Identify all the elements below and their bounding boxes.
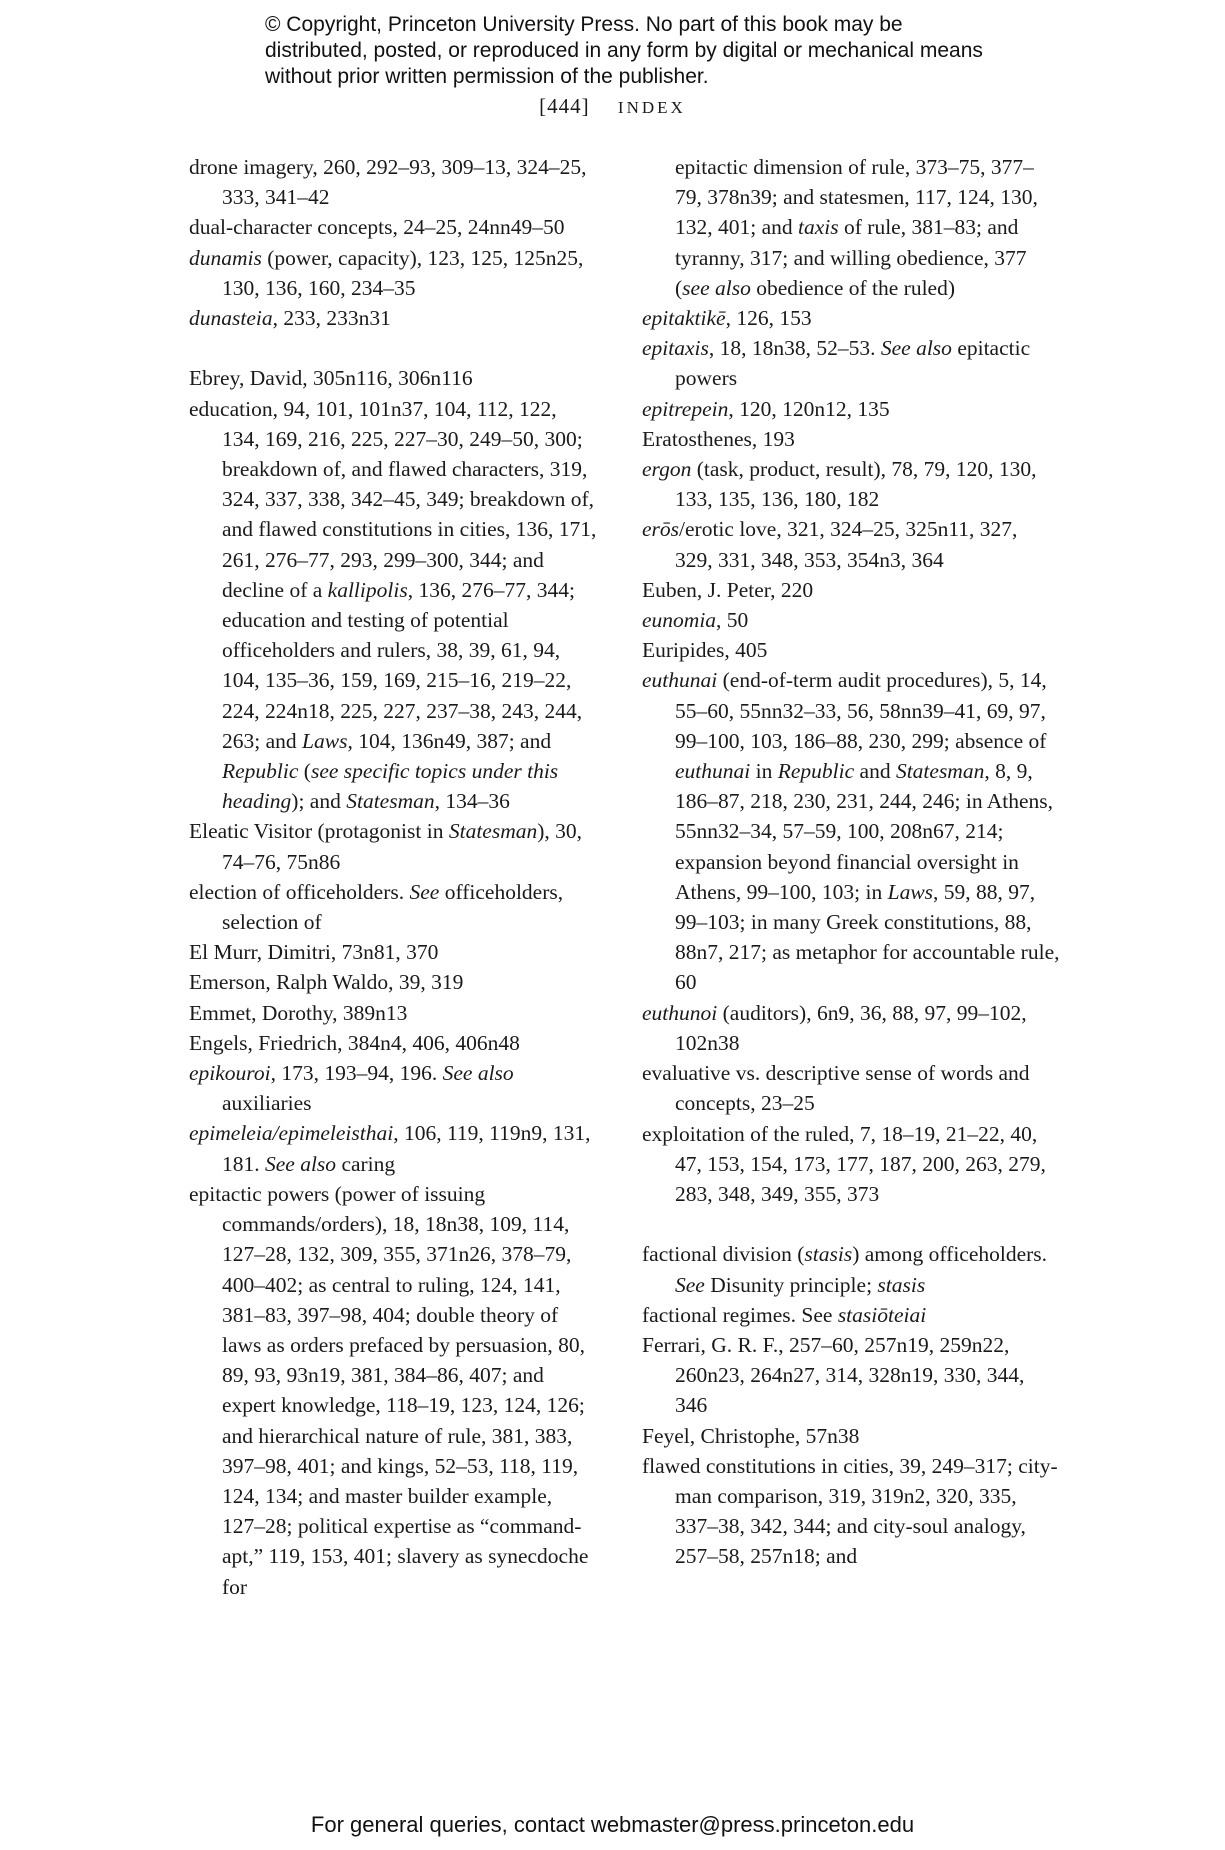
entry-text: Euben, J. Peter, 220 <box>642 577 814 602</box>
index-entry <box>642 665 1060 997</box>
entry-text: Ebrey, David, 305n116, 306n116 <box>189 366 473 391</box>
entry-text: (end-of-term audit procedures), 5, 14, 55–60, 55nn32–33, 56, 58nn39–41, 69, 97, 99–100, 103, 186–88, 230, 299; absence of <box>675 668 1047 753</box>
entry-text: Engels, Friedrich, 384n4, 406, 406n48 <box>189 1030 520 1055</box>
italic-term: Republic <box>777 759 855 784</box>
italic-term: See also <box>880 336 952 361</box>
entry-text: Emmet, Dorothy, 389n13 <box>189 1000 408 1025</box>
running-head <box>0 94 1225 119</box>
entry-text: caring <box>336 1151 396 1176</box>
index-entry <box>642 1421 1060 1451</box>
italic-term: euthunai <box>675 759 751 784</box>
italic-term: euthunai <box>642 668 718 693</box>
italic-term: epimeleia/epimeleisthai <box>189 1121 394 1146</box>
index-entry <box>642 998 1060 1058</box>
entry-text: drone imagery, 260, 292–93, 309–13, 324–25, 333, 341–42 <box>189 155 587 210</box>
index-entry <box>189 212 599 242</box>
italic-term: epitrepein <box>642 396 729 421</box>
index-entry <box>642 1119 1060 1210</box>
entry-text: factional regimes. See <box>642 1302 838 1327</box>
entry-text: , 173, 193–94, 196. <box>270 1061 443 1086</box>
index-entry <box>189 243 599 303</box>
index-entry <box>642 303 1060 333</box>
entry-text: auxiliaries <box>222 1091 312 1116</box>
index-entry <box>642 575 1060 605</box>
entry-text: in <box>750 759 778 784</box>
italic-term: Statesman <box>346 789 435 814</box>
index-entry <box>189 1118 599 1178</box>
entry-text: Ferrari, G. R. F., 257–60, 257n19, 259n22, 260n23, 264n27, 314, 328n19, 330, 344, 346 <box>642 1332 1025 1418</box>
italic-term: Republic <box>222 759 299 784</box>
italic-term: stasis <box>804 1242 853 1267</box>
italic-term: See <box>675 1272 705 1297</box>
entry-text: Feyel, Christophe, 57n38 <box>642 1423 860 1448</box>
index-entry <box>189 394 599 817</box>
entry-text: ); and <box>291 789 347 814</box>
letter-gap <box>642 1209 1060 1239</box>
copyright-notice: © Copyright, Princeton University Press. No part of this book may be distributed, posted, or reproduced in any form by digital or mechanical means without prior written permission of the publisher. <box>265 13 983 88</box>
entry-text: El Murr, Dimitri, 73n81, 370 <box>189 940 439 965</box>
entry-text: ( <box>298 759 311 784</box>
entry-text: , 18, 18n38, 52–53. <box>708 336 881 361</box>
italic-term: erōs <box>642 517 680 542</box>
entry-text: Eratosthenes, 193 <box>642 426 795 451</box>
italic-term: See <box>409 879 440 904</box>
entry-text: ), 30, 74–76, 75n86 <box>222 819 583 874</box>
index-column-left <box>189 152 599 1602</box>
italic-term: taxis <box>798 215 839 240</box>
entry-text: obedience of the ruled) <box>750 275 955 300</box>
entry-text: , 120, 120n12, 135 <box>728 396 890 421</box>
index-entry <box>189 937 599 967</box>
index-entry <box>642 1451 1060 1572</box>
index-entry <box>189 363 599 393</box>
section-title: INDEX <box>617 98 686 117</box>
index-entry <box>189 998 599 1028</box>
index-entry <box>642 333 1060 393</box>
entry-text: flawed constitutions in cities, 39, 249–317; city-man comparison, 319, 319n2, 320, 335, 337–38, 342, 344; and city-soul analogy, 257–58, 257n18; and <box>642 1453 1058 1569</box>
italic-term: stasiōteiai <box>837 1302 927 1327</box>
entry-text: education, 94, 101, 101n37, 104, 112, 122, 134, 169, 216, 225, 227–30, 249–50, 300; breakdown of, and flawed characters, 319, 324, 337, 338, 342–45, 349; breakdown of, and flawed constitutions in cities, 136, 171, 261, 276–77, 293, 299–300, 344; and decline of a <box>189 396 597 602</box>
entry-text: epitactic dimension of rule, 373–75, 377–79, 378n39; and statesmen, 117, 124, 130, 132, 401; and <box>675 155 1038 240</box>
index-entry <box>189 152 599 212</box>
italic-term: epikouroi <box>189 1061 271 1086</box>
italic-term: epitaxis <box>642 336 709 361</box>
entry-text: , 50 <box>716 608 749 633</box>
italic-term: eunomia <box>642 608 717 633</box>
italic-term: Laws <box>302 728 348 753</box>
entry-text: , 134–36 <box>434 789 510 814</box>
italic-term: epitaktikē <box>642 306 726 331</box>
entry-text: factional division ( <box>642 1242 805 1267</box>
page-number: [444] <box>539 94 590 118</box>
entry-text: , 8, 9, 186–87, 218, 230, 231, 244, 246; in Athens, 55nn32–34, 57–59, 100, 208n67, 214; expansion beyond financial oversight in Athens, 99–100, 103; in <box>675 759 1054 904</box>
index-entry <box>642 152 1060 303</box>
entry-text: , 126, 153 <box>725 306 812 331</box>
italic-term: kallipolis <box>327 577 408 602</box>
italic-term: Laws <box>887 879 934 904</box>
entry-text: ) among officeholders. <box>852 1242 1048 1267</box>
index-entry <box>189 877 599 937</box>
italic-term: See also <box>442 1061 514 1086</box>
italic-term: stasis <box>877 1272 926 1297</box>
entry-text: Emerson, Ralph Waldo, 39, 319 <box>189 970 464 995</box>
entry-text: epitactic powers (power of issuing commands/orders), 18, 18n38, 109, 114, 127–28, 132, 309, 355, 371n26, 378–79, 400–402; as central to ruling, 124, 141, 381–83, 397–98, 404; double theory of laws as orders prefaced by persuasion, 80, 89, 93, 93n19, 381, 384–86, 407; and expert knowledge, 118–19, 123, 124, 126; and hierarchical nature of rule, 381, 383, 397–98, 401; and kings, 52–53, 118, 119, 124, 134; and master builder example, 127–28; political expertise as “command-apt,” 119, 153, 401; slavery as synecdoche for <box>189 1181 589 1599</box>
entry-text: (power, capacity), 123, 125, 125n25, 130, 136, 160, 234–35 <box>222 245 584 300</box>
index-entry <box>189 967 599 997</box>
italic-term: ergon <box>642 457 692 482</box>
index-entry <box>189 1028 599 1058</box>
index-entry <box>189 1058 599 1118</box>
entry-text: , 233, 233n31 <box>272 306 391 331</box>
entry-text: Disunity principle; <box>704 1272 878 1297</box>
index-entry <box>642 605 1060 635</box>
italic-term: See also <box>265 1151 337 1176</box>
index-column-right <box>642 152 1060 1572</box>
italic-term: dunamis <box>189 245 262 270</box>
italic-term: see also <box>682 275 751 300</box>
italic-term: dunasteia <box>189 306 273 331</box>
index-entry <box>189 303 599 333</box>
index-entry <box>642 1239 1060 1299</box>
entry-text: exploitation of the ruled, 7, 18–19, 21–22, 40, 47, 153, 154, 173, 177, 187, 200, 263, 279, 283, 348, 349, 355, 373 <box>642 1121 1046 1206</box>
entry-text: /erotic love, 321, 324–25, 325n11, 327, 329, 331, 348, 353, 354n3, 364 <box>675 517 1018 572</box>
entry-text: dual-character concepts, 24–25, 24nn49–50 <box>189 215 565 240</box>
italic-term: Statesman <box>448 819 538 844</box>
entry-text: evaluative vs. descriptive sense of words and concepts, 23–25 <box>642 1061 1030 1116</box>
index-entry <box>642 635 1060 665</box>
index-entry <box>189 1179 599 1602</box>
entry-text: , 106, 119, 119n9, 131, 181. <box>222 1121 591 1176</box>
entry-text: (task, product, result), 78, 79, 120, 130, 133, 135, 136, 180, 182 <box>675 457 1037 512</box>
entry-text: Euripides, 405 <box>642 638 768 663</box>
index-entry <box>642 424 1060 454</box>
index-entry <box>642 454 1060 514</box>
entry-text: , 104, 136n49, 387; and <box>347 728 552 753</box>
entry-text: , 136, 276–77, 344; education and testing of potential officeholders and rulers, 38, 39, 61, 94, 104, 135–36, 159, 169, 215–16, 219–22, 224, 224n18, 225, 227, 237–38, 243, 244, 263; and <box>222 577 583 753</box>
italic-term: Statesman <box>895 759 985 784</box>
entry-text: epitactic powers <box>675 336 1031 391</box>
letter-gap <box>189 333 599 363</box>
entry-text: of rule, 381–83; and tyranny, 317; and willing obedience, 377 ( <box>675 215 1027 300</box>
entry-text: , 59, 88, 97, 99–103; in many Greek constitutions, 88, 88n7, 217; as metaphor for accountable rule, 60 <box>675 879 1060 995</box>
entry-text: (auditors), 6n9, 36, 88, 97, 99–102, 102n38 <box>675 1000 1027 1055</box>
index-entry <box>642 514 1060 574</box>
entry-text: election of officeholders. <box>189 879 410 904</box>
entry-text: and <box>854 759 896 784</box>
entry-text: Eleatic Visitor (protagonist in <box>189 819 449 844</box>
index-entry <box>642 1058 1060 1118</box>
index-entry <box>642 1300 1060 1330</box>
index-entry <box>189 816 599 876</box>
entry-text: officeholders, selection of <box>222 879 564 935</box>
italic-term: euthunoi <box>642 1000 718 1025</box>
index-entry <box>642 394 1060 424</box>
italic-term: see specific topics under this heading <box>222 759 559 814</box>
index-entry <box>642 1330 1060 1421</box>
footer-contact: For general queries, contact webmaster@press.princeton.edu <box>310 1812 915 1837</box>
